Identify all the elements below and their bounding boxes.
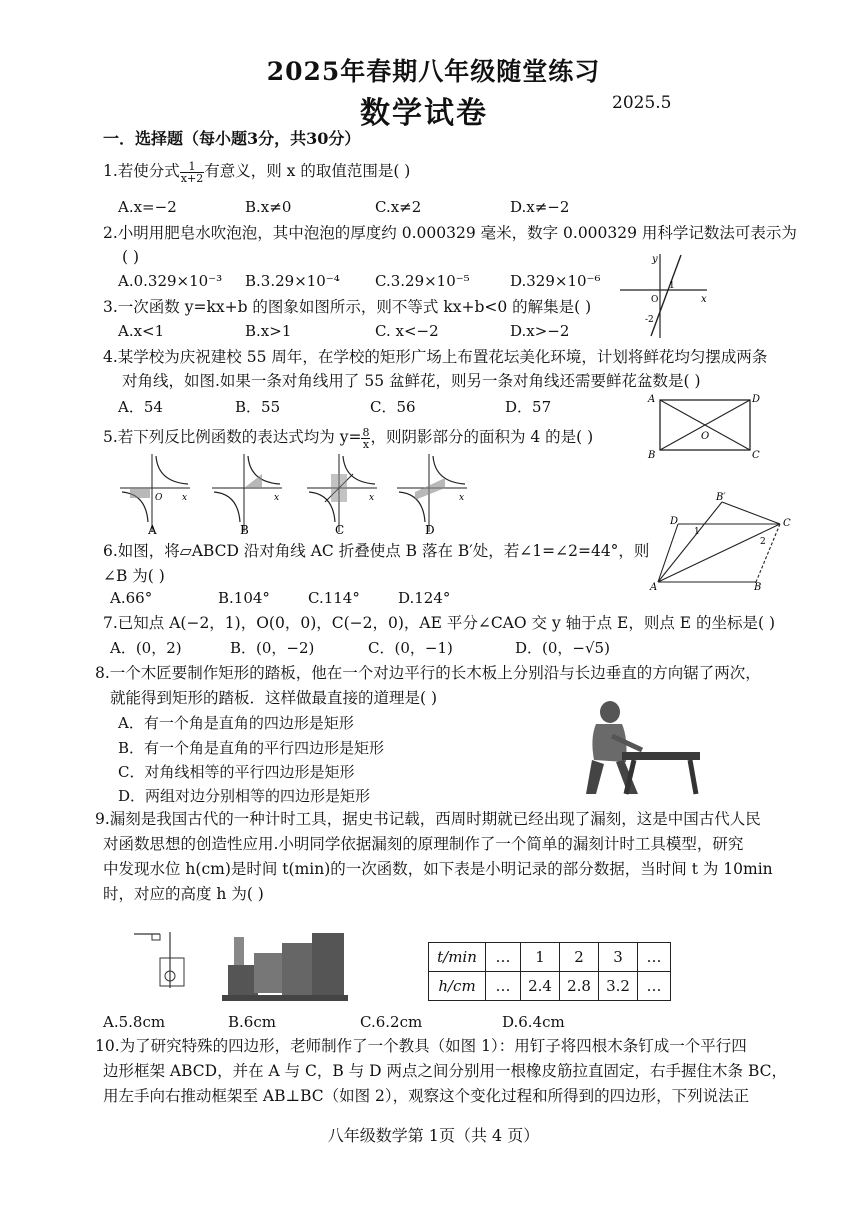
q5-graph-b	[210, 452, 285, 537]
question-6-line1: 6.如图，将▱ABCD 沿对角线 AC 折叠使点 B 落在 B′处，若∠1=∠2=44°，则	[103, 542, 650, 560]
question-4-line1: 4.某学校为庆祝建校 55 周年，在学校的矩形广场上布置花坛美化环境，计划将鲜花均匀摆成两条	[103, 348, 768, 366]
q5-label-c: C	[335, 523, 345, 537]
question-3-line1: 3.一次函数 y=kx+b 的图象如图所示，则不等式 kx+b<0 的解集是( )	[103, 298, 592, 316]
q9-cell: …	[638, 943, 671, 972]
q4-option-b: B．55	[235, 398, 281, 416]
q8-option-c: C．对角线相等的平行四边形是矩形	[118, 763, 355, 781]
q5-graph-c	[305, 452, 380, 537]
q4-label-d: D	[752, 394, 761, 405]
q3-one-label: 1	[669, 281, 675, 291]
exam-subtitle: 数学试卷	[360, 96, 488, 131]
q3-neg2-label: -2	[645, 315, 654, 325]
question-8-line1: 8.一个木匠要制作矩形的踏板，他在一个对边平行的长木板上分别沿与长边垂直的方向锯了两次，	[95, 664, 761, 682]
question-8-line2: 就能得到矩形的踏板．这样做最直接的道理是( )	[110, 689, 438, 707]
q1-option-d: D.x≠−2	[510, 198, 570, 216]
q7-option-d: D．(0，−√5)	[515, 639, 610, 657]
q8-option-a: A．有一个角是直角的四边形是矩形	[118, 714, 354, 732]
q2-option-b: B.3.29×10⁻⁴	[245, 272, 340, 290]
q8-option-d: D．两组对边分别相等的四边形是矩形	[118, 787, 371, 805]
q6-option-d: D.124°	[398, 589, 451, 607]
q5-label-b: B	[240, 523, 249, 537]
question-9-line1: 9.漏刻是我国古代的一种计时工具，据史书记载，西周时期就已经出现了漏刻，这是中国古代人民	[95, 810, 761, 828]
q4-option-a: A．54	[118, 398, 163, 416]
q7-option-c: C．(0，−1)	[368, 639, 453, 657]
q6-angle-2: 2	[760, 537, 766, 547]
q1-stem-pre: 1.若使分式	[103, 162, 180, 180]
q9-cell: t/min	[429, 943, 486, 972]
q4-label-b: B	[648, 450, 656, 461]
q6-option-b: B.104°	[218, 589, 270, 607]
q5-frac-den: x	[362, 437, 370, 451]
q4-label-a: A	[648, 394, 656, 405]
q9-cell: 2	[560, 943, 599, 972]
q6-label-bprime: B′	[716, 492, 726, 503]
q3-origin-label: O	[651, 295, 659, 305]
q3-option-b: B.x>1	[245, 322, 292, 340]
q3-y-label: y	[652, 254, 658, 265]
q4-rectangle-figure	[648, 392, 763, 462]
svg-text:x: x	[369, 493, 375, 503]
q5-label-d: D	[425, 523, 435, 537]
q5-label-a: A	[148, 523, 157, 537]
q5-graph-d	[395, 452, 470, 537]
q3-line-graph	[615, 250, 710, 340]
svg-text:x: x	[459, 493, 465, 503]
q9-option-b: B.6cm	[228, 1013, 276, 1031]
q4-option-c: C．56	[370, 398, 416, 416]
question-10-line2: 边形框架 ABCD，并在 A 与 C，B 与 D 两点之间分别用一根橡皮筋拉直固定，右手握住木条 BC，	[103, 1062, 787, 1080]
q4-label-o: O	[701, 431, 710, 442]
question-2-line2: ( )	[122, 248, 140, 266]
q9-cell: 3.2	[599, 972, 638, 1001]
q9-cell: h/cm	[429, 972, 486, 1001]
q9-cell: …	[486, 972, 521, 1001]
q6-fold-figure	[650, 494, 800, 594]
svg-text:x: x	[274, 493, 280, 503]
q3-option-d: D.x>−2	[510, 322, 570, 340]
q9-option-d: D.6.4cm	[502, 1013, 565, 1031]
q6-angle-1: 1	[694, 527, 700, 537]
q4-label-c: C	[752, 450, 760, 461]
q6-label-d: D	[670, 516, 679, 527]
q7-option-b: B．(0，−2)	[230, 639, 315, 657]
q2-option-a: A.0.329×10⁻³	[118, 272, 223, 290]
q1-stem-post: 有意义，则 x 的取值范围是( )	[204, 162, 411, 180]
q6-option-c: C.114°	[308, 589, 360, 607]
question-6-line2: ∠B 为( )	[103, 567, 165, 585]
question-10-line1: 10.为了研究特殊的四边形，老师制作了一个教具（如图 1）：用钉子将四根木条钉成一个平行四	[95, 1037, 747, 1055]
q6-option-a: A.66°	[110, 589, 153, 607]
q6-label-b: B	[754, 582, 762, 593]
q9-data-table	[428, 942, 671, 1001]
question-7-line1: 7.已知点 A(−2，1)，O(0，0)，C(−2，0)，AE 平分∠CAO 交 y 轴于点 E，则点 E 的坐标是( )	[103, 614, 776, 632]
q6-label-c: C	[783, 518, 791, 529]
q5-frac-num: 8	[362, 425, 370, 439]
q2-option-d: D.329×10⁻⁶	[510, 272, 601, 290]
q2-option-c: C.3.29×10⁻⁵	[375, 272, 470, 290]
q9-cell: …	[486, 943, 521, 972]
q1-option-c: C.x≠2	[375, 198, 422, 216]
question-4-line2: 对角线，如图.如果一条对角线用了 55 盆鲜花，则另一条对角线还需要鲜花盆数是( )	[122, 372, 701, 390]
q9-cell: 2.8	[560, 972, 599, 1001]
q5-graph-a	[118, 452, 193, 537]
question-10-line3: 用左手向右推动框架至 AB⊥BC（如图 2），观察这个变化过程和所得到的四边形，下列说法正	[103, 1087, 750, 1105]
question-2-line1: 2.小明用肥皂水吹泡泡，其中泡泡的厚度约 0.000329 毫米，数字 0.000329 用科学记数法可表示为	[103, 224, 797, 242]
q9-table-row	[429, 972, 671, 1001]
q9-cell: …	[638, 972, 671, 1001]
q1-frac-den: x+2	[180, 171, 204, 185]
q1-option-b: B.x≠0	[245, 198, 292, 216]
question-9-line2: 对函数思想的创造性应用.小明同学依据漏刻的原理制作了一个简单的漏刻计时工具模型，研究	[103, 835, 744, 853]
q9-cell: 3	[599, 943, 638, 972]
q9-water-clock-illustration	[220, 925, 350, 1003]
q3-option-a: A.x<1	[118, 322, 165, 340]
q9-cell: 1	[521, 943, 560, 972]
q5-stem-post: ，则阴影部分的面积为 4 的是( )	[370, 428, 594, 446]
q9-option-c: C.6.2cm	[360, 1013, 423, 1031]
question-1	[103, 160, 410, 184]
section-heading: 一．选择题（每小题3分，共30分）	[103, 129, 361, 148]
q9-table-row	[429, 943, 671, 972]
svg-text:x: x	[182, 493, 188, 503]
q7-option-a: A．(0，2)	[110, 639, 182, 657]
q5-stem-pre: 5.若下列反比例函数的表达式均为 y=	[103, 428, 362, 446]
q9-cell: 2.4	[521, 972, 560, 1001]
question-5	[103, 426, 593, 450]
q1-option-a: A.x=−2	[118, 198, 177, 216]
q3-x-label: x	[701, 294, 707, 305]
q8-carpenter-illustration	[582, 698, 702, 798]
svg-text:O: O	[155, 493, 163, 503]
q1-fraction	[180, 161, 204, 184]
exam-date: 2025.5	[612, 93, 672, 113]
q9-apparatus-sketch	[130, 928, 200, 998]
q4-option-d: D．57	[505, 398, 552, 416]
q1-frac-num: 1	[180, 161, 204, 173]
q3-option-c: C. x<−2	[375, 322, 439, 340]
question-9-line3: 中发现水位 h(cm)是时间 t(min)的一次函数，如下表是小明记录的部分数据，当时间 t 为 10min	[103, 860, 773, 878]
page-footer: 八年级数学第 1页（共 4 页）	[327, 1126, 540, 1145]
question-9-line4: 时，对应的高度 h 为( )	[103, 885, 264, 903]
q9-option-a: A.5.8cm	[103, 1013, 166, 1031]
exam-title: 2025年春期八年级随堂练习	[266, 57, 601, 86]
q6-label-a: A	[650, 582, 658, 593]
q8-option-b: B．有一个角是直角的平行四边形是矩形	[118, 739, 385, 757]
